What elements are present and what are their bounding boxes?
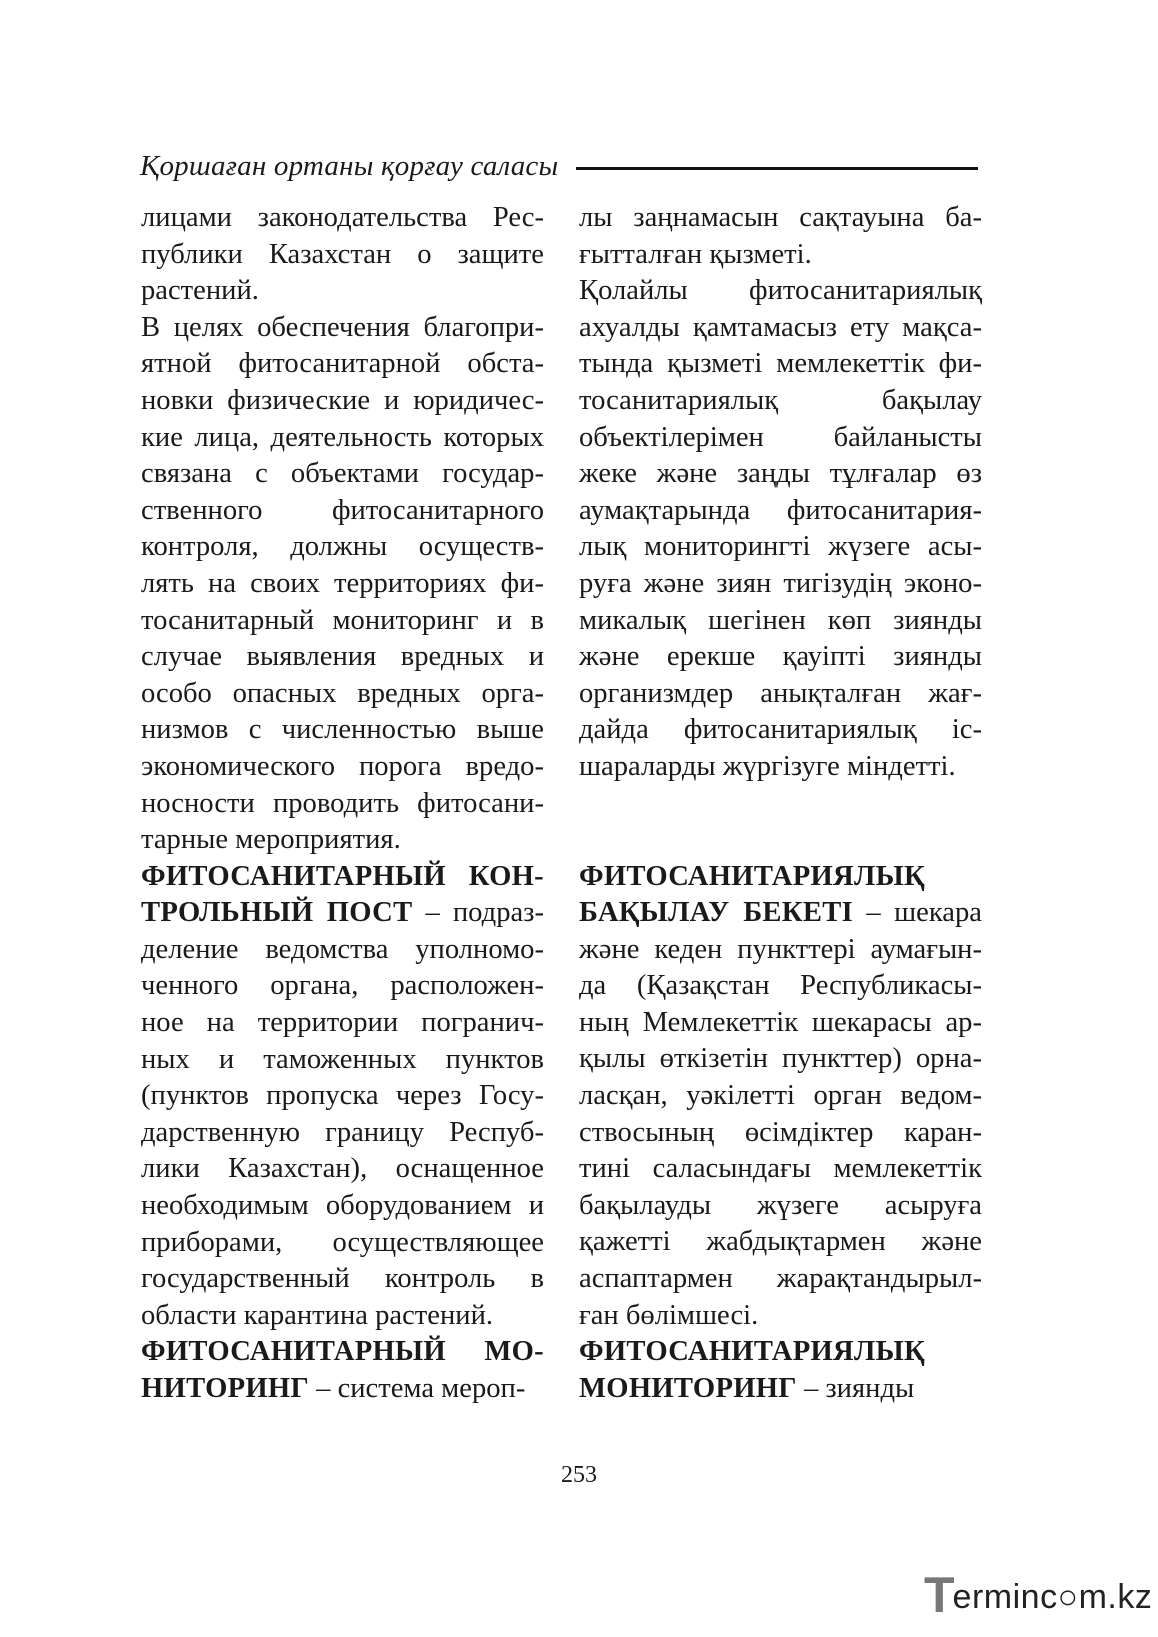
text-line: тосанитарный мониторинг и в: [141, 604, 544, 636]
text-line: организмдер анықталған жағ-: [579, 677, 982, 709]
definition-start: – шекара: [853, 897, 982, 929]
text-line: және ерекше қауіпті зиянды: [579, 641, 982, 673]
text-line: аспаптармен жарақтандырыл-: [579, 1263, 982, 1295]
left-column: [141, 200, 544, 1408]
entry-fito-monitoring-ru: [141, 1334, 544, 1407]
header-rule: [576, 167, 978, 170]
text-line: особо опасных вредных орга-: [141, 677, 544, 709]
watermark-text: erminc○m.kz: [952, 1578, 1153, 1616]
right-column: [579, 200, 982, 1407]
text-line: государственный контроль в: [141, 1263, 544, 1295]
term-heading: ФИТОСАНИТАРНЫЙ КОН-: [141, 860, 544, 892]
text-line: носности проводить фитосани-: [141, 787, 544, 819]
term-heading: БАҚЫЛАУ БЕКЕТІ: [579, 897, 854, 929]
watermark-t-glyph: T: [924, 1567, 955, 1623]
left-intro: [141, 200, 544, 310]
term-heading: ТРОЛЬНЫЙ ПОСТ: [141, 897, 413, 929]
definition-start: – подраз-: [412, 897, 544, 929]
text-line: аумақтарында фитосанитария-: [579, 494, 982, 526]
text-line: бақылауды жүзеге асыруға: [579, 1189, 982, 1221]
text-line: новки физические и юридичес-: [141, 384, 544, 416]
text-line: ласқан, уәкілетті орган ведом-: [579, 1080, 982, 1112]
term-heading: МОНИТОРИНГ: [579, 1372, 797, 1404]
text-line: дарственную границу Респуб-: [141, 1116, 544, 1148]
text-line: микалық шегінен көп зиянды: [579, 604, 982, 636]
text-line: (пунктов пропуска через Госу-: [141, 1080, 544, 1112]
text-line: тында қызметі мемлекеттік фи-: [579, 348, 982, 380]
text-line: қажетті жабдықтармен және: [579, 1226, 982, 1258]
text-line: кие лица, деятельность которых: [141, 421, 544, 453]
entry-fito-control-post-ru: [141, 859, 544, 1335]
text-line: шараларды жүргізуге міндетті.: [579, 750, 956, 782]
definition-start: – зиянды: [796, 1372, 915, 1404]
term-heading: НИТОРИНГ: [141, 1373, 309, 1404]
text-line: лық мониторингті жүзеге асы-: [579, 531, 982, 563]
text-line: связана с объектами государ-: [141, 458, 544, 490]
text-line: тині саласындағы мемлекеттік: [579, 1153, 982, 1185]
text-line: дайда фитосанитариялық іс-: [579, 714, 982, 746]
text-line: ственного фитосанитарного: [141, 494, 544, 526]
watermark-logo: [924, 1567, 1153, 1623]
left-paragraph: [141, 310, 544, 859]
column-spacer: [579, 786, 982, 859]
running-header-title: Қоршаған ортаны қорғау саласы: [140, 149, 559, 182]
text-line: низмов с численностью выше: [141, 714, 544, 746]
right-paragraph: [579, 273, 982, 785]
text-line: случае выявления вредных и: [141, 641, 544, 673]
term-heading: ФИТОСАНИТАРИЯЛЫҚ: [579, 860, 926, 892]
text-line: тосанитариялық бақылау: [579, 384, 982, 416]
text-line: лять на своих территориях фи-: [141, 567, 544, 599]
entry-fito-control-post-kk: [579, 859, 982, 1335]
text-line: публики Казахстан о защите: [141, 238, 544, 270]
text-line: необходимым оборудованием и: [141, 1190, 544, 1222]
text-line: ятной фитосанитарной обста-: [141, 348, 544, 380]
text-line: лики Казахстан), оснащенное: [141, 1153, 544, 1185]
text-line: ғытталған қызметі.: [579, 238, 812, 270]
text-line: ное на территории погранич-: [141, 1007, 544, 1039]
text-line: руға және зиян тигізудің эконо-: [579, 567, 982, 599]
text-line: лы заңнамасын сақтауына ба-: [579, 202, 982, 233]
text-line: қылы өткізетін пункттер) орна-: [579, 1043, 982, 1075]
text-line: деление ведомства уполномо-: [141, 933, 544, 965]
term-heading: ФИТОСАНИТАРНЫЙ МО-: [141, 1336, 544, 1368]
text-line: В целях обеспечения благопри-: [141, 311, 544, 343]
text-line: растений.: [141, 275, 259, 307]
term-heading: ФИТОСАНИТАРИЯЛЫҚ: [579, 1336, 926, 1368]
text-line: және кеден пункттері аумағын-: [579, 933, 982, 965]
text-line: ған бөлімшесі.: [579, 1299, 759, 1331]
right-intro: [579, 200, 982, 273]
text-line: тарные мероприятия.: [141, 824, 401, 856]
text-line: жеке және заңды тұлғалар өз: [579, 458, 982, 490]
text-line: области карантина растений.: [141, 1299, 494, 1331]
text-line: ның Мемлекеттік шекарасы ар-: [579, 1006, 982, 1038]
text-line: Қолайлы фитосанитариялық: [579, 275, 982, 307]
text-line: ствосының өсімдіктер каран-: [579, 1116, 982, 1148]
text-line: экономического порога вредо-: [141, 750, 544, 782]
text-line: да (Қазақстан Республикасы-: [579, 970, 982, 1002]
text-line: лицами законодательства Рес-: [141, 202, 544, 233]
text-line: контроля, должны осуществ-: [141, 531, 544, 563]
text-line: ченного органа, расположен-: [141, 970, 544, 1002]
entry-fito-monitoring-kk: [579, 1334, 982, 1407]
text-line: приборами, осуществляющее: [141, 1226, 544, 1258]
page-number: 253: [561, 1462, 597, 1488]
definition-start: – система мероп-: [308, 1373, 526, 1404]
text-line: ных и таможенных пунктов: [141, 1043, 544, 1075]
text-line: объектілерімен байланысты: [579, 421, 982, 453]
running-header: [140, 146, 978, 186]
text-line: ахуалды қамтамасыз ету мақса-: [579, 311, 982, 343]
